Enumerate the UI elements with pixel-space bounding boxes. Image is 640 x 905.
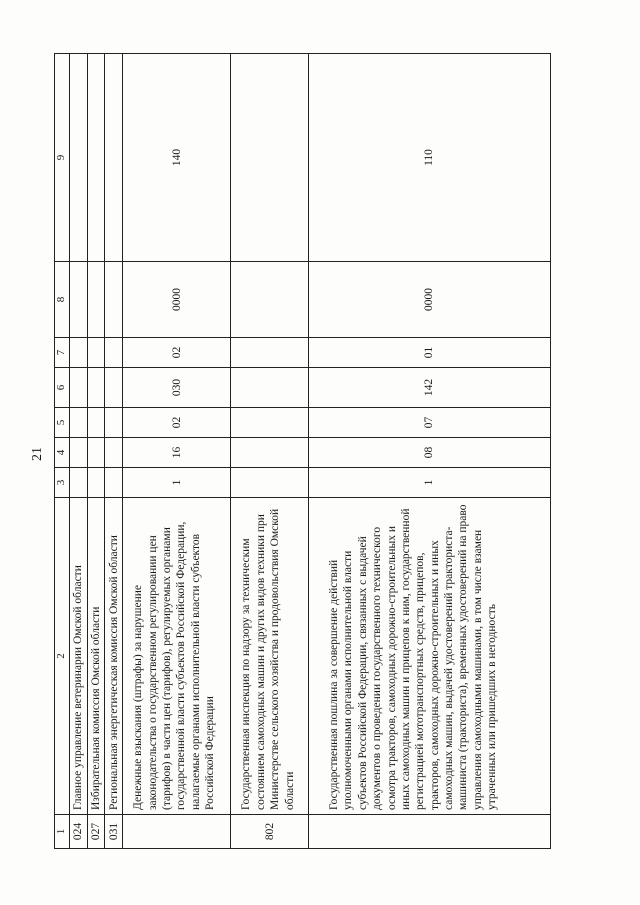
row-cell (231, 438, 309, 468)
table-row (123, 54, 231, 849)
row-cell: 02 (123, 408, 231, 438)
table-row (105, 54, 123, 849)
row-description: Региональная энергетическая комиссия Омской области (105, 498, 123, 815)
row-cell (70, 408, 88, 438)
row-cell (87, 338, 105, 368)
row-cell: 02 (123, 338, 231, 368)
row-cell (231, 54, 309, 262)
table-row (231, 54, 309, 849)
row-cell (231, 338, 309, 368)
row-cell (105, 338, 123, 368)
row-cell (105, 262, 123, 338)
row-cell (87, 54, 105, 262)
header-cell: 3 (55, 468, 70, 498)
row-code (309, 815, 551, 849)
row-cell (87, 368, 105, 408)
row-cell (105, 368, 123, 408)
row-cell: 07 (309, 408, 551, 438)
header-cell: 2 (55, 498, 70, 815)
row-code: 024 (70, 815, 88, 849)
row-cell (231, 468, 309, 498)
row-cell (70, 338, 88, 368)
row-cell: 142 (309, 368, 551, 408)
row-cell (231, 262, 309, 338)
row-cell (70, 368, 88, 408)
header-cell: 6 (55, 368, 70, 408)
row-code (123, 815, 231, 849)
row-cell: 16 (123, 438, 231, 468)
row-cell: 1 (309, 468, 551, 498)
row-cell: 01 (309, 338, 551, 368)
row-description: Государственная пошлина за совершение действий уполномоченными органами исполнительной власти субъектов Российской Федерации, связанных с выдачей документов о проведении государственного технического осмотра тракторов, самоходных дорожно-строительных и иных самоходных машин и прицепов к ним, государственной регистрацией мототранспортных средств, прицепов, тракторов, самоходных дорожно-строительных и иных самоходных машин, выдачей удостоверений тракториста-машиниста (тракториста), временных удостоверений на право управления самоходными машинами, в том числе взамен утраченных или пришедших в негодность (309, 498, 551, 815)
row-code: 027 (87, 815, 105, 849)
table-container (54, 54, 551, 849)
header-cell: 4 (55, 438, 70, 468)
row-cell (70, 468, 88, 498)
row-description: Денежные взыскания (штрафы) за нарушение законодательства о государственном регулировании цен (тарифов) в части цен (тарифов), регулируемых органами государственной власти субъектов Российской Федерации, налагаемые органами исполнительной власти субъектов Российской Федерации (123, 498, 231, 815)
rotated-table-frame (54, 54, 551, 849)
row-description: Государственная инспекция по надзору за техническим состоянием самоходных машин и других видов техники при Министерстве сельского хозяйства и продовольствия Омской области (231, 498, 309, 815)
row-cell (231, 368, 309, 408)
header-row (55, 54, 70, 849)
header-cell: 1 (55, 815, 70, 849)
row-cell (87, 438, 105, 468)
row-description: Избирательная комиссия Омской области (87, 498, 105, 815)
header-cell: 8 (55, 262, 70, 338)
row-code: 802 (231, 815, 309, 849)
table-row (309, 54, 551, 849)
row-cell (87, 468, 105, 498)
row-cell: 08 (309, 438, 551, 468)
row-cell: 110 (309, 54, 551, 262)
row-cell (70, 262, 88, 338)
row-code: 031 (105, 815, 123, 849)
row-cell (70, 54, 88, 262)
header-cell: 9 (55, 54, 70, 262)
row-cell (105, 438, 123, 468)
row-cell (87, 408, 105, 438)
budget-classification-table (54, 53, 551, 849)
table-row (87, 54, 105, 849)
row-cell (105, 408, 123, 438)
row-cell (231, 408, 309, 438)
row-cell: 0000 (309, 262, 551, 338)
row-cell: 140 (123, 54, 231, 262)
table-row (70, 54, 88, 849)
row-cell: 0000 (123, 262, 231, 338)
row-cell: 1 (123, 468, 231, 498)
row-cell (105, 468, 123, 498)
page-number: 21 (30, 447, 45, 461)
row-cell: 030 (123, 368, 231, 408)
header-cell: 5 (55, 408, 70, 438)
row-description: Главное управление ветеринарии Омской области (70, 498, 88, 815)
row-cell (70, 438, 88, 468)
row-cell (87, 262, 105, 338)
header-cell: 7 (55, 338, 70, 368)
row-cell (105, 54, 123, 262)
